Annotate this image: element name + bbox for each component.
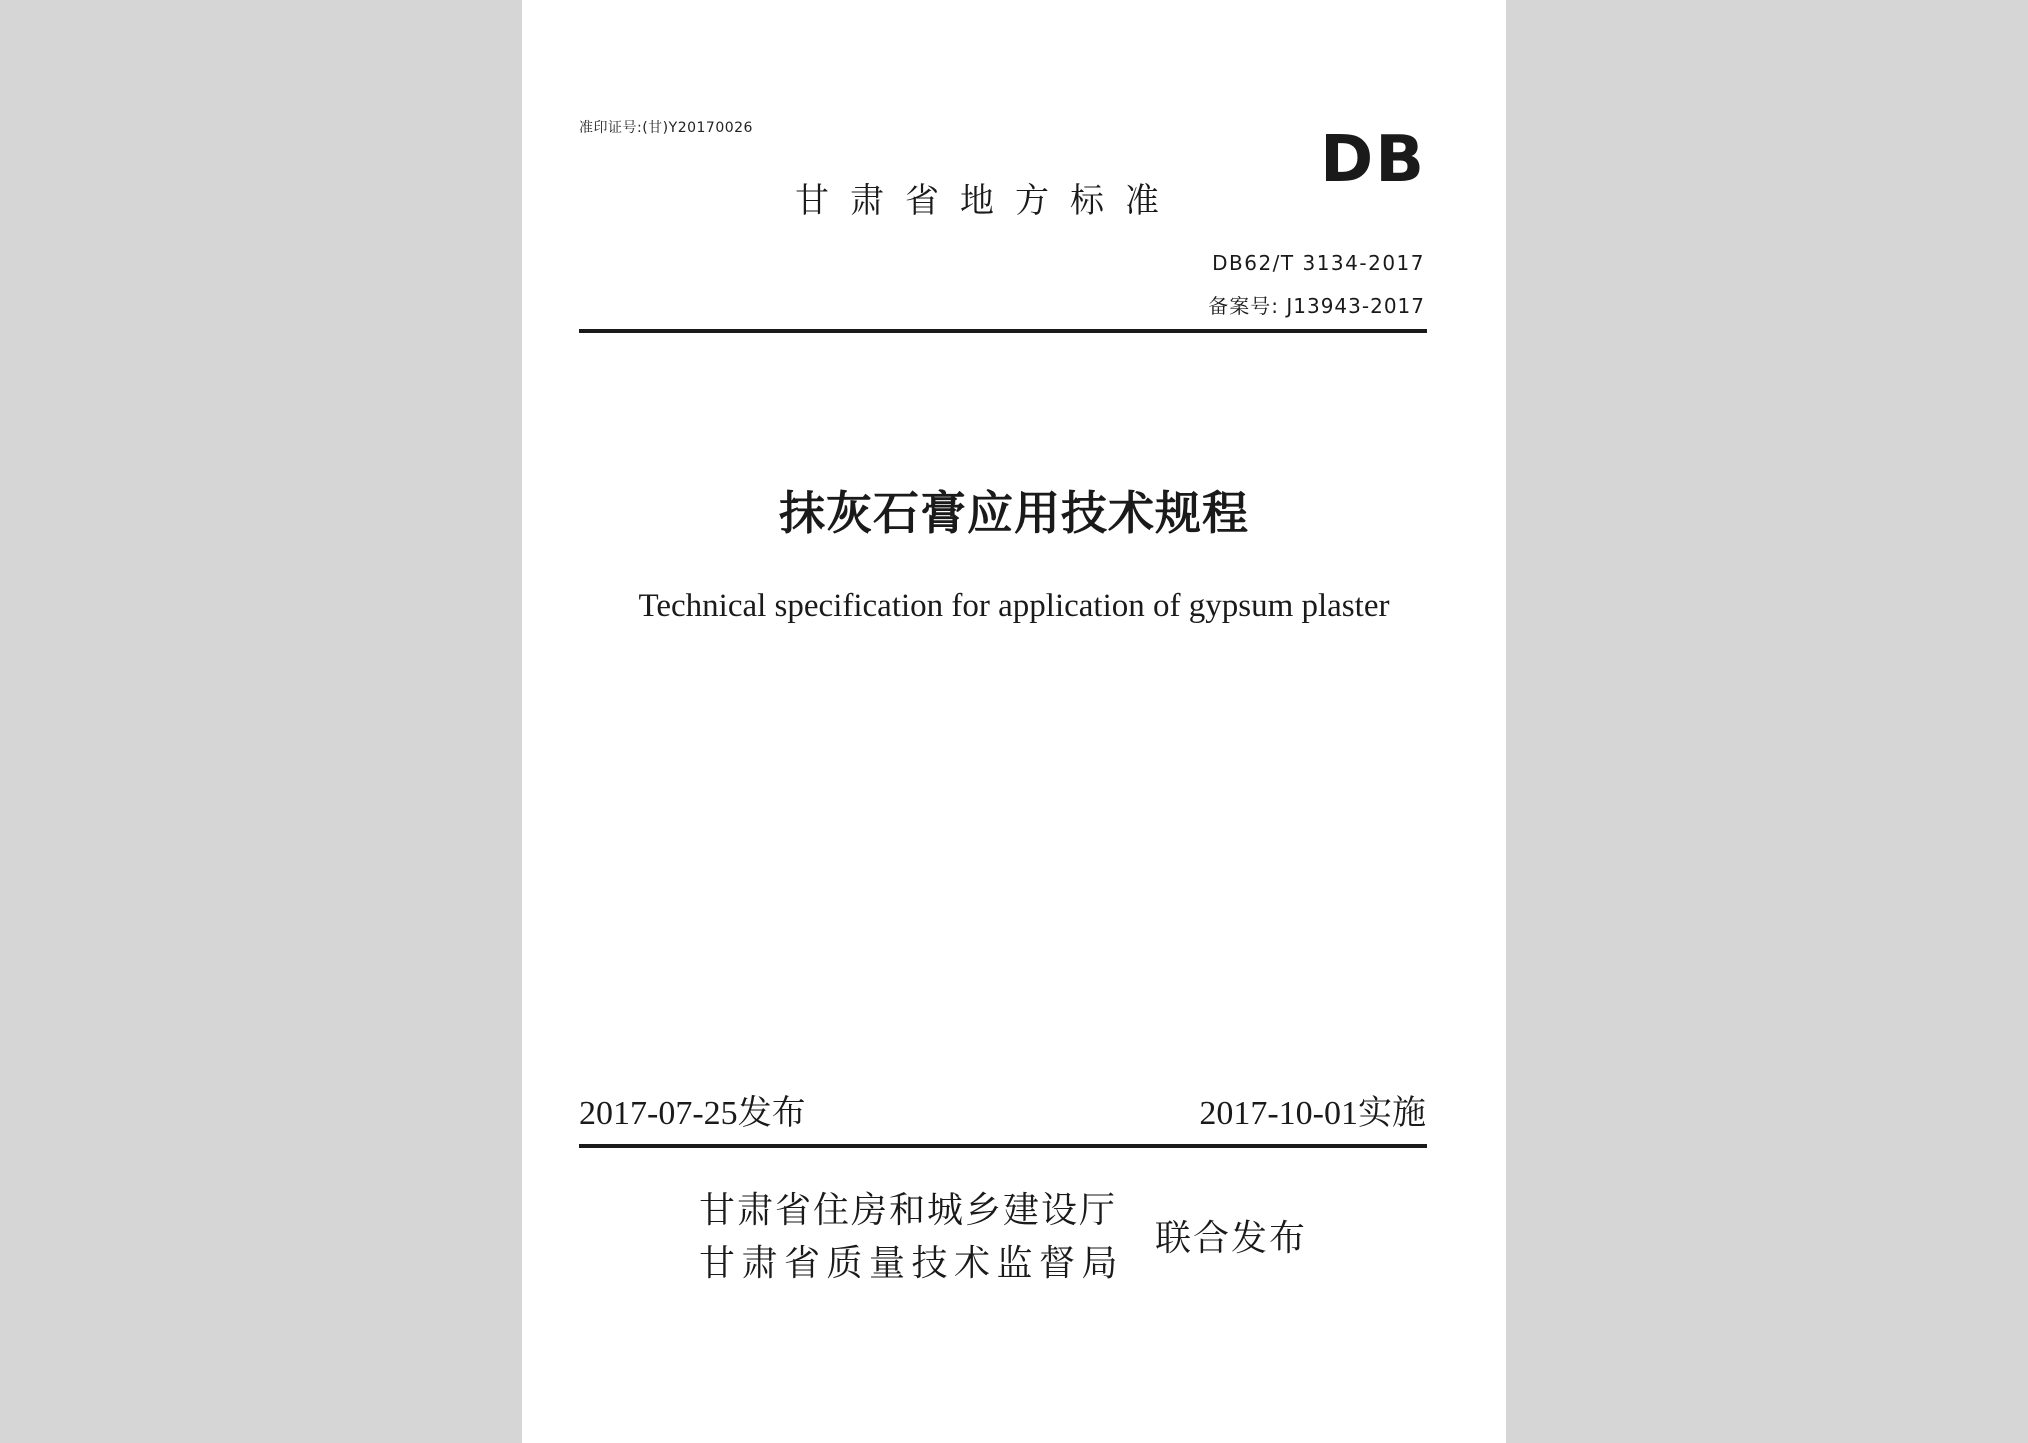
issue-date: 2017-07-25发布 (579, 1095, 806, 1132)
issuer-housing-department: 甘肃省住房和城乡建设厅 (699, 1190, 1118, 1231)
effective-date: 2017-10-01实施 (1199, 1095, 1426, 1132)
issuer-quality-bureau: 甘肃省质量技术监督局 (699, 1243, 1125, 1284)
standard-type-heading: 甘肃省地方标准 (795, 181, 1180, 221)
bottom-divider (579, 1144, 1427, 1148)
print-permit-number: 准印证号:(甘)Y20170026 (579, 120, 753, 136)
filing-number: 备案号: J13943-2017 (1208, 294, 1425, 318)
document-cover-page (522, 0, 1506, 1443)
top-divider (579, 329, 1427, 333)
db-logo: DB (1320, 123, 1426, 197)
title-chinese: 抹灰石膏应用技术规程 (779, 486, 1249, 540)
joint-release-label: 联合发布 (1155, 1218, 1308, 1259)
title-english: Technical specification for application of gypsum plaster (638, 588, 1390, 624)
standard-number: DB62/T 3134-2017 (1212, 251, 1425, 275)
